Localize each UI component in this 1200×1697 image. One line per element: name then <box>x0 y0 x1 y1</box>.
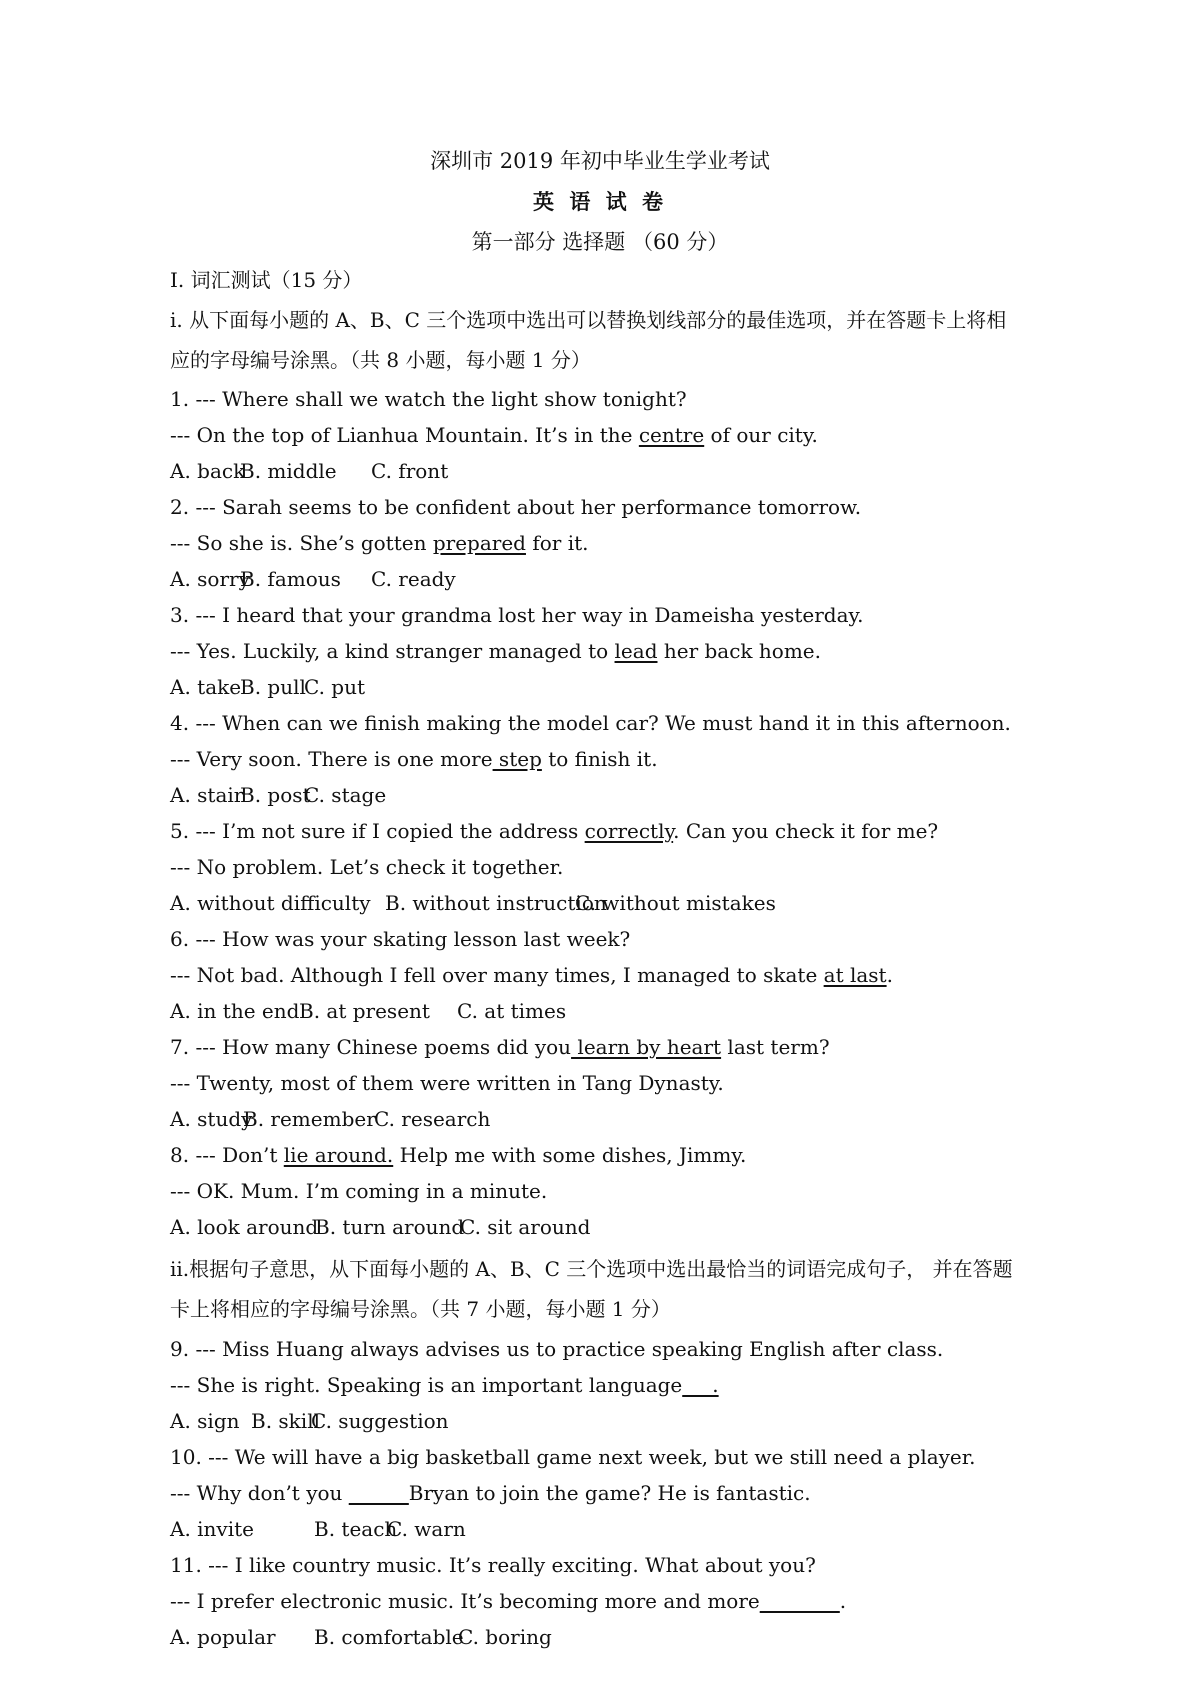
options-10 <box>170 1516 1070 1542</box>
underlined-word: prepared <box>432 531 526 555</box>
instruction-i-line1: i. 从下面每小题的 A、B、C 三个选项中选出可以替换划线部分的最佳选项，并在答题卡上将相 <box>170 308 1007 332</box>
question-6: 6. --- How was your skating lesson last week? <box>170 927 631 951</box>
options-6 <box>170 998 1070 1024</box>
option-c: C. sit around <box>460 1215 591 1239</box>
option-b: B. pull <box>240 675 306 699</box>
instruction-ii-line1: ii.根据句子意思，从下面每小题的 A、B、C 三个选项中选出最恰当的词语完成句子， 并在答题 <box>170 1257 1013 1281</box>
option-b: B. comfortable <box>314 1625 464 1649</box>
option-c: C. ready <box>371 567 456 591</box>
option-a: A. popular <box>170 1625 276 1649</box>
option-b: B. post <box>240 783 311 807</box>
option-b: B. famous <box>240 567 341 591</box>
answer-2: --- So she is. She’s gotten prepared for it. <box>170 531 589 555</box>
options-4 <box>170 782 1070 808</box>
blank: ___. <box>682 1373 719 1397</box>
options-2 <box>170 566 1070 592</box>
exam-title: 深圳市 2019 年初中毕业生学业考试 <box>430 149 770 173</box>
question-5: 5. --- I’m not sure if I copied the address correctly. Can you check it for me? <box>170 819 939 843</box>
option-a: A. study <box>170 1107 253 1131</box>
answer-10: --- Why don’t you ______Bryan to join the game? He is fantastic. <box>170 1481 811 1505</box>
answer-8: --- OK. Mum. I’m coming in a minute. <box>170 1179 548 1203</box>
answer-11: --- I prefer electronic music. It’s becoming more and more________. <box>170 1589 847 1613</box>
answer-7: --- Twenty, most of them were written in Tang Dynasty. <box>170 1071 724 1095</box>
answer-4: --- Very soon. There is one more step to finish it. <box>170 747 658 771</box>
option-c: C. stage <box>304 783 387 807</box>
options-7 <box>170 1106 1070 1132</box>
option-b: B. middle <box>240 459 337 483</box>
option-a: A. look around <box>170 1215 319 1239</box>
underlined-word: centre <box>638 423 705 447</box>
blank: ______ <box>348 1481 409 1505</box>
question-1: 1. --- Where shall we watch the light show tonight? <box>170 387 687 411</box>
underlined-word: correctly <box>584 819 674 843</box>
question-4: 4. --- When can we finish making the model car? We must hand it in this afternoon. <box>170 711 1011 735</box>
underlined-word: at last <box>823 963 887 987</box>
option-b: B. turn around <box>315 1215 465 1239</box>
option-c: C. front <box>371 459 449 483</box>
underlined-word: lie around. <box>283 1143 394 1167</box>
option-b: B. skill <box>251 1409 320 1433</box>
instruction-i-line2: 应的字母编号涂黑。（共 8 小题，每小题 1 分） <box>170 348 591 372</box>
option-a: A. back <box>170 459 246 483</box>
option-b: B. at present <box>299 999 430 1023</box>
question-8: 8. --- Don’t lie around. Help me with some dishes, Jimmy. <box>170 1143 747 1167</box>
instruction-ii-line2: 卡上将相应的字母编号涂黑。（共 7 小题，每小题 1 分） <box>170 1297 671 1321</box>
section-heading: I. 词汇测试（15 分） <box>170 268 363 292</box>
answer-5: --- No problem. Let’s check it together. <box>170 855 564 879</box>
option-c: C. research <box>374 1107 491 1131</box>
options-1 <box>170 458 1070 484</box>
option-c: C. at times <box>457 999 567 1023</box>
option-c: C. without mistakes <box>575 891 776 915</box>
option-c: C. suggestion <box>311 1409 449 1433</box>
options-5 <box>170 890 1070 916</box>
option-b: B. remember <box>243 1107 376 1131</box>
question-9: 9. --- Miss Huang always advises us to practice speaking English after class. <box>170 1337 944 1361</box>
part-heading: 第一部分 选择题 （60 分） <box>471 230 729 254</box>
option-a: A. stair <box>170 783 244 807</box>
option-b: B. without instruction <box>385 891 607 915</box>
option-a: A. sign <box>170 1409 240 1433</box>
question-10: 10. --- We will have a big basketball game next week, but we still need a player. <box>170 1445 976 1469</box>
question-3: 3. --- I heard that your grandma lost her way in Dameisha yesterday. <box>170 603 864 627</box>
option-c: C. boring <box>458 1625 552 1649</box>
answer-9: --- She is right. Speaking is an important language___. <box>170 1373 719 1397</box>
question-11: 11. --- I like country music. It’s really exciting. What about you? <box>170 1553 816 1577</box>
question-7: 7. --- How many Chinese poems did you learn by heart last term? <box>170 1035 830 1059</box>
option-a: A. without difficulty <box>170 891 371 915</box>
option-a: A. take <box>170 675 242 699</box>
options-3 <box>170 674 1070 700</box>
underlined-word: learn by heart <box>571 1035 722 1059</box>
option-c: C. warn <box>387 1517 466 1541</box>
question-2: 2. --- Sarah seems to be confident about her performance tomorrow. <box>170 495 862 519</box>
option-a: A. invite <box>170 1517 255 1541</box>
option-b: B. teach <box>314 1517 398 1541</box>
underlined-word: step <box>492 747 542 771</box>
options-11 <box>170 1624 1070 1650</box>
option-a: A. sorry <box>170 567 250 591</box>
option-a: A. in the end <box>170 999 300 1023</box>
underlined-word: lead <box>614 639 658 663</box>
options-8 <box>170 1214 1070 1240</box>
answer-3: --- Yes. Luckily, a kind stranger managed to lead her back home. <box>170 639 821 663</box>
answer-1: --- On the top of Lianhua Mountain. It’s in the centre of our city. <box>170 423 818 447</box>
option-c: C. put <box>304 675 366 699</box>
options-9 <box>170 1408 1070 1434</box>
answer-6: --- Not bad. Although I fell over many times, I managed to skate at last. <box>170 963 893 987</box>
blank: ________ <box>759 1589 840 1613</box>
exam-subtitle: 英 语 试 卷 <box>533 189 667 214</box>
